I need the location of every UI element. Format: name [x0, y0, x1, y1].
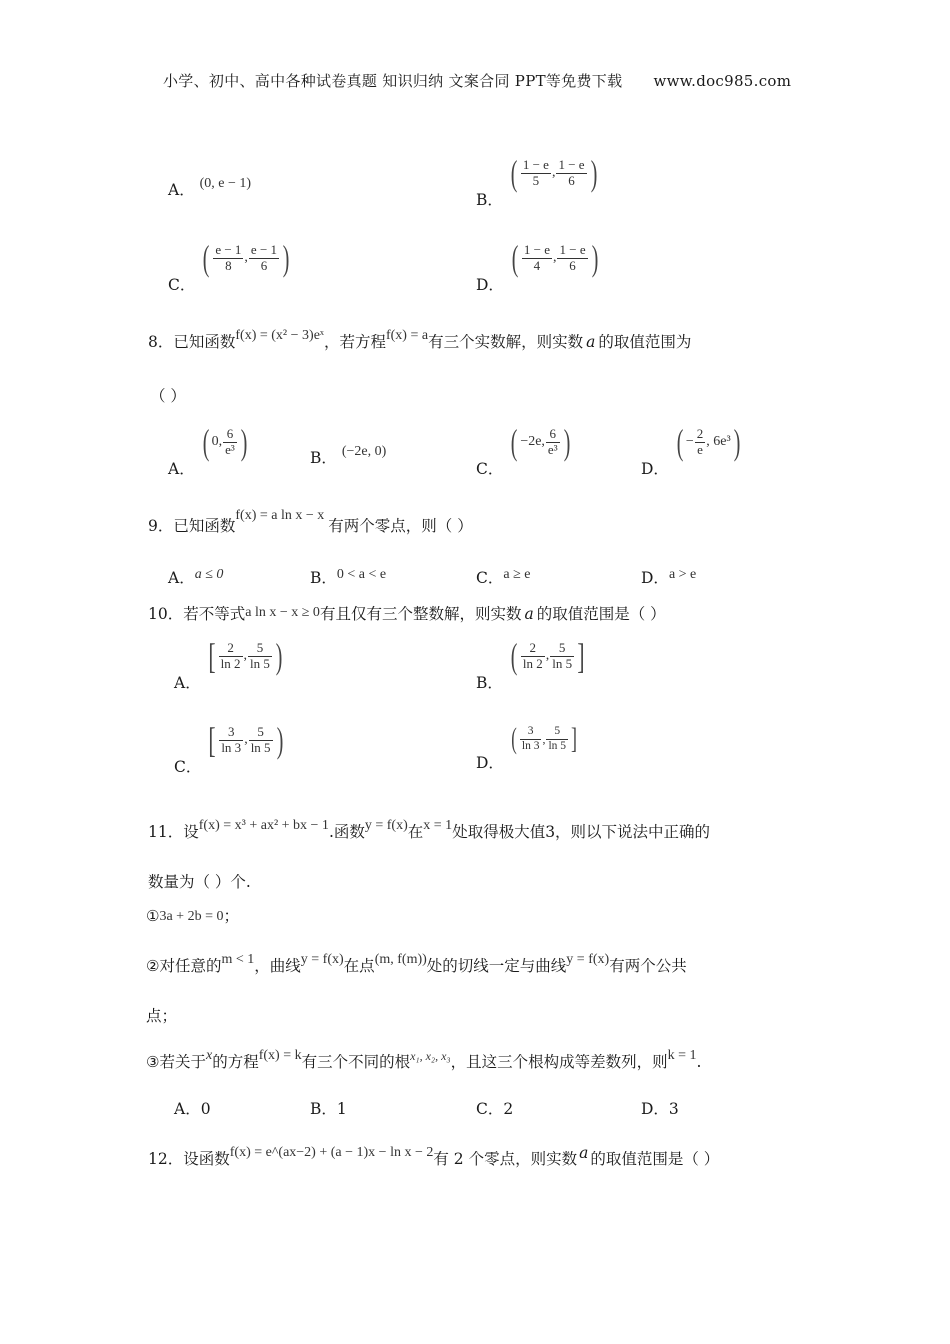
question-text: 的取值范围为 — [598, 333, 692, 351]
q8-option-d — [641, 424, 743, 479]
question-text: 设 — [183, 823, 199, 841]
q9-option-b — [310, 566, 386, 588]
question-12 — [148, 1144, 719, 1169]
header-text: 小学、初中、高中各种试卷真题 知识归纳 文案合同 PPT等免费下载 — [163, 72, 623, 90]
q8-answer-paren: （ ） — [150, 387, 186, 405]
question-text: 处取得极大值3，则以下说法中正确的 — [452, 823, 711, 841]
question-text: ，若方程 — [323, 333, 386, 351]
question-text: 的取值范围是（ ） — [536, 605, 666, 623]
option-label: B． — [310, 569, 337, 587]
question-text: 已知函数 — [173, 517, 236, 535]
option-label: A． — [168, 181, 195, 199]
math-expression: f(x) = e^(ax−2) + (a − 1)x − ln x − 2 — [229, 1145, 434, 1160]
statement-text: 在点 — [343, 957, 375, 975]
option-math: a ≤ 0 — [194, 567, 224, 582]
option-math: ( 0, $\frac{6}{\text{e³}}$ ) — [202, 422, 248, 462]
question-text: 设函数 — [183, 1150, 230, 1168]
q9-option-d — [641, 566, 696, 588]
option-math: ( −2e, $\frac{6}{\text{e³}}$ ) — [511, 422, 570, 462]
q9-option-c — [476, 566, 531, 588]
option-label: B． — [476, 191, 503, 209]
statement-marker: ③ — [146, 1053, 160, 1071]
option-label: D． — [641, 460, 669, 478]
math-var: a — [586, 333, 596, 351]
question-number: 11． — [148, 823, 184, 841]
question-text: 若不等式 — [183, 605, 246, 623]
option-math: [ $\frac{3}{\ln 3}$ , $\frac{5}{\ln 5}$ ) — [208, 720, 283, 760]
q11-option-a: A．0 — [174, 1100, 211, 1118]
math-expression: x = 1 — [423, 818, 453, 833]
question-9 — [148, 508, 473, 536]
q7-option-a — [168, 178, 251, 200]
question-10 — [148, 602, 666, 624]
math-expression: (m, f(m)) — [374, 952, 427, 967]
option-math: ( $\frac{1 - e}{4}$ , $\frac{1 - e}{6}$ ) — [511, 238, 598, 278]
statement-punct: ； — [223, 907, 239, 925]
question-text: 有 2 个零点，则实数 — [433, 1150, 578, 1168]
math-expression: k = 1 — [667, 1048, 697, 1063]
q7-option-b — [476, 155, 600, 210]
option-math: ( − $\frac{2}{e}$ , 6e³ ) — [676, 422, 741, 462]
question-text: .函数 — [328, 823, 365, 841]
q11-statement-3 — [146, 1050, 701, 1072]
option-label: C． — [476, 460, 504, 478]
q11-statement-2 — [146, 954, 687, 976]
question-8 — [148, 330, 691, 352]
option-label: A． — [168, 569, 195, 587]
math-expression: f(x) = (x² − 3)eˣ — [235, 328, 324, 343]
statement-text: 处的切线一定与曲线 — [426, 957, 567, 975]
question-number: 10． — [148, 605, 184, 623]
q7-option-d — [476, 240, 601, 295]
question-text: 的取值范围是（ ） — [590, 1150, 720, 1168]
q10-option-a — [174, 638, 285, 693]
option-math: ( $\frac{3}{\ln 3}$ , $\frac{5}{\ln 5}$ ] — [511, 722, 578, 755]
math-expression: f(x) = k — [258, 1048, 302, 1063]
question-number: 12． — [148, 1150, 184, 1168]
statement-text: ，且这三个根构成等差数列，则 — [450, 1053, 668, 1071]
math-expression: f(x) = a ln x − x — [235, 508, 325, 523]
math-expression: f(x) = a — [385, 328, 429, 343]
option-math: a > e — [668, 567, 697, 582]
math-expression: f(x) = x³ + ax² + bx − 1 — [198, 818, 329, 833]
math-expression: y = f(x) — [364, 818, 408, 833]
q11-option-b: B．1 — [310, 1100, 347, 1118]
statement-text: ，曲线 — [254, 957, 301, 975]
q10-option-b — [476, 638, 587, 693]
question-text: 有两个零点，则（ ） — [328, 517, 473, 535]
q11-option-c: C．2 — [476, 1100, 514, 1118]
q8-option-b — [310, 446, 386, 468]
option-label: B． — [476, 674, 503, 692]
option-math: ( $\frac{1 - e}{5}$ , $\frac{1 - e}{6}$ ) — [510, 153, 597, 193]
option-math: ( $\frac{e - 1}{8}$ , $\frac{e - 1}{6}$ ) — [203, 238, 290, 278]
question-text: 有且仅有三个整数解，则实数 — [319, 605, 522, 623]
statement-text: 的方程 — [212, 1053, 259, 1071]
q10-option-c — [174, 722, 286, 777]
q8-option-a — [168, 424, 250, 479]
math-expression: a ln x − x ≥ 0 — [245, 605, 320, 620]
math-var: x — [205, 1048, 213, 1063]
q11-statement-2-line2: 点； — [146, 1007, 178, 1025]
option-label: C． — [174, 758, 202, 776]
option-label: B． — [310, 449, 337, 467]
option-math: (0, e − 1) — [199, 176, 252, 191]
math-var: a — [579, 1144, 589, 1162]
question-11 — [148, 820, 710, 842]
statement-marker: ② — [146, 957, 160, 975]
math-expression: y = f(x) — [300, 952, 344, 967]
statement-text: 有两个公共 — [609, 957, 687, 975]
option-math: 0 < a < e — [336, 567, 387, 582]
option-label: A． — [174, 674, 201, 692]
q9-option-a — [168, 566, 223, 588]
statement-marker: ① — [146, 907, 160, 925]
q10-option-d — [476, 724, 579, 773]
q7-option-c — [168, 240, 292, 295]
question-number: 8． — [148, 333, 174, 351]
option-math: ( $\frac{2}{\ln 2}$ , $\frac{5}{\ln 5}$ ] — [510, 636, 585, 676]
question-number: 9． — [148, 517, 174, 535]
math-var: a — [524, 605, 534, 623]
option-math: a ≥ e — [503, 567, 531, 582]
q11-statement-1 — [146, 904, 239, 926]
header-site: www.doc985.com — [653, 72, 792, 90]
q11-line2: 数量为（ ）个. — [148, 873, 251, 891]
q8-option-c — [476, 424, 573, 479]
question-text: 在 — [407, 823, 424, 841]
option-label: D． — [476, 276, 504, 294]
option-math: [ $\frac{2}{\ln 2}$ , $\frac{5}{\ln 5}$ ) — [208, 636, 283, 676]
option-label: D． — [641, 569, 669, 587]
option-label: C． — [476, 569, 504, 587]
math-expression: m < 1 — [221, 952, 255, 967]
option-label: C． — [168, 276, 196, 294]
option-math: (−2e, 0) — [341, 444, 387, 459]
math-expression: x₁, x₂, x₃ — [410, 1048, 451, 1063]
math-expression: y = f(x) — [566, 952, 610, 967]
question-text: 已知函数 — [173, 333, 236, 351]
q11-option-d: D．3 — [641, 1100, 679, 1118]
statement-text: 对任意的 — [159, 957, 222, 975]
page-header — [163, 70, 791, 91]
option-label: D． — [476, 754, 504, 772]
statement-text: 有三个不同的根 — [301, 1053, 411, 1071]
option-label: A． — [168, 460, 195, 478]
statement-text: 若关于 — [159, 1053, 206, 1071]
math-expression: 3a + 2b = 0 — [159, 909, 224, 924]
question-text: 有三个实数解，则实数 — [428, 333, 584, 351]
statement-punct: . — [696, 1053, 702, 1071]
